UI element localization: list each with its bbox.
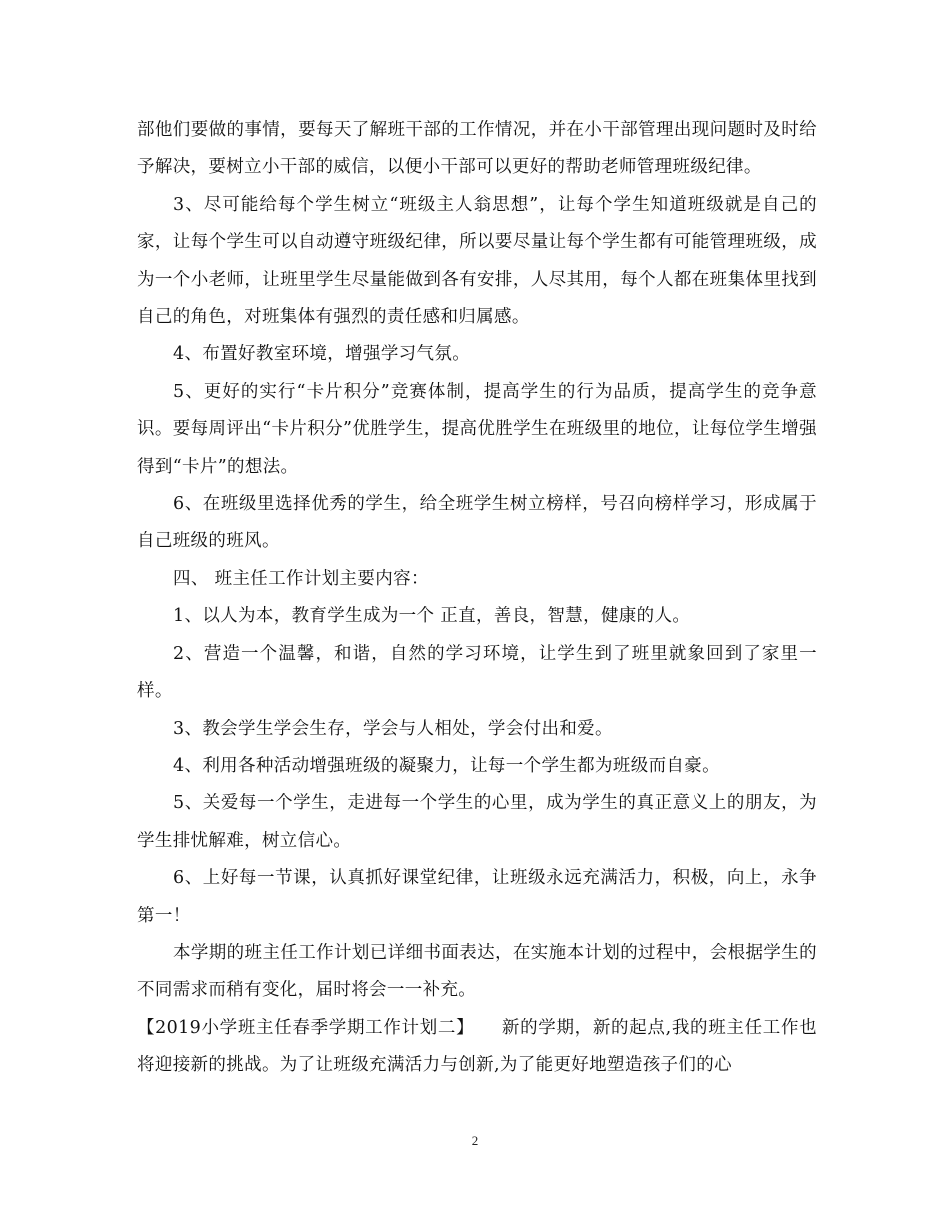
paragraph: 2、营造一个温馨，和谐，自然的学习环境，让学生到了班里就象回到了家里一样。: [137, 643, 817, 702]
paragraph-section-title: 【2019小学班主任春季学期工作计划二】 新的学期，新的起点,我的班主任工作也将迎接新的挑战。为了让班级充满活力与创新,为了能更好地塑造孩子们的心: [137, 1017, 817, 1076]
page-number: 2: [471, 1133, 479, 1148]
paragraph: 4、利用各种活动增强班级的凝聚力，让每一个学生都为班级而自豪。: [173, 755, 720, 776]
paragraph: 本学期的班主任工作计划已详细书面表达，在实施本计划的过程中，会根据学生的不同需求而稍有变化，届时将会一一补充。: [137, 942, 817, 1001]
paragraph: 1、以人为本，教育学生成为一个 正直，善良，智慧，健康的人。: [173, 606, 691, 627]
paragraph: 3、尽可能给每个学生树立“班级主人翁思想”，让每个学生知道班级就是自己的家，让每个学生可以自动遵守班级纪律，所以要尽量让每个学生都有可能管理班级，成为一个小老师，让班里学生尽量能做到各有安排，人尽其用，每个人都在班集体里找到自己的角色，对班集体有强烈的责任感和归属感。: [137, 194, 817, 328]
document-body: [137, 112, 817, 1085]
paragraph: 部他们要做的事情，要每天了解班干部的工作情况，并在小干部管理出现问题时及时给予解决，要树立小干部的威信，以便小干部可以更好的帮助老师管理班级纪律。: [137, 120, 817, 178]
section-heading: 四、 班主任工作计划主要内容：: [173, 568, 429, 589]
paragraph: 6、上好每一节课，认真抓好课堂纪律，让班级永远充满活力，积极，向上，永争第一！: [137, 868, 817, 926]
paragraph: 5、关爱每一个学生，走进每一个学生的心里，成为学生的真正意义上的朋友，为学生排忧解难，树立信心。: [137, 793, 817, 851]
paragraph: 4、布置好教室环境，增强学习气氛。: [173, 344, 471, 365]
paragraph: 6、在班级里选择优秀的学生，给全班学生树立榜样，号召向榜样学习，形成属于自己班级的班风。: [137, 494, 817, 552]
paragraph: 3、教会学生学会生存，学会与人相处，学会付出和爱。: [173, 718, 613, 739]
paragraph: 5、更好的实行“卡片积分”竞赛体制，提高学生的行为品质，提高学生的竞争意识。要每周评出“卡片积分”优胜学生，提高优胜学生在班级里的地位，让每位学生增强得到“卡片”的想法。: [137, 381, 817, 477]
